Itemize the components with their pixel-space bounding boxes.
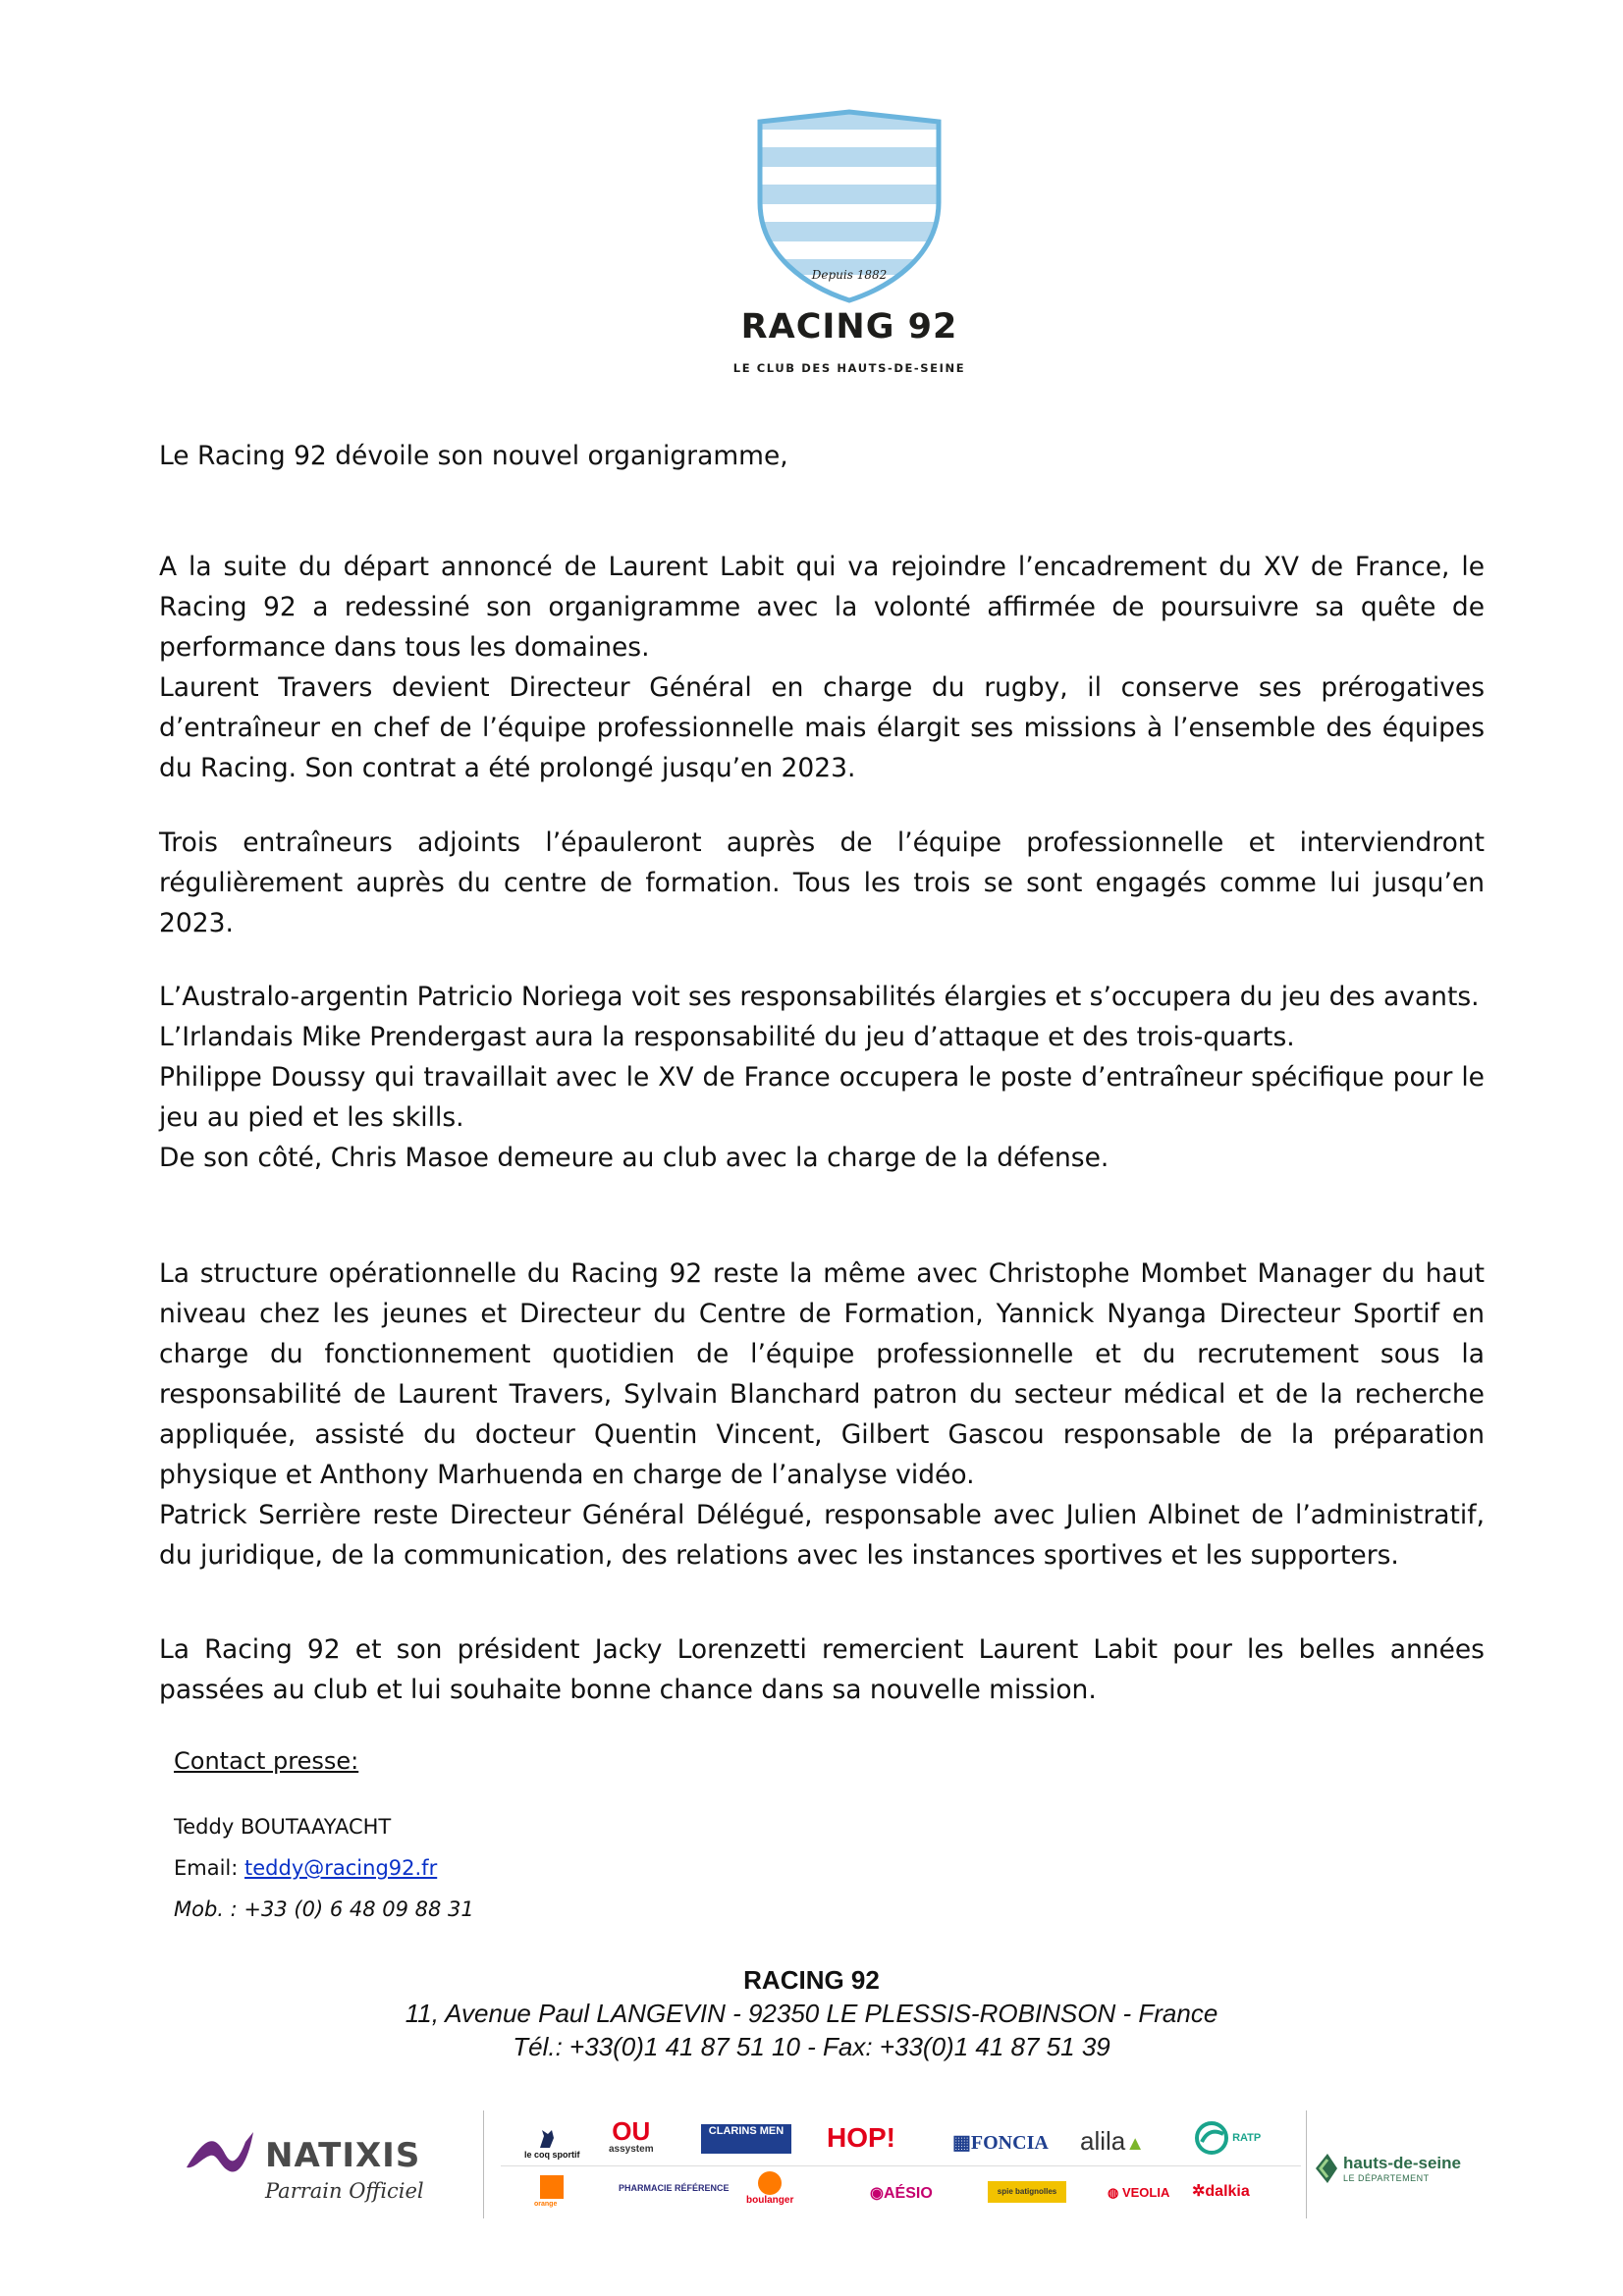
logo-tagline: LE CLUB DES HAUTS-DE-SEINE — [732, 361, 966, 375]
hauts-de-seine-name: hauts-de-seine — [1343, 2154, 1461, 2172]
paragraph-3-line-1: L’Australo-argentin Patricio Noriega voit ses responsabilités élargies et s’occupera du jeu des avants. — [159, 982, 1480, 1012]
contact-label: Contact presse: — [174, 1747, 359, 1775]
footer-address: 11, Avenue Paul LANGEVIN - 92350 LE PLESSIS-ROBINSON - France — [405, 1999, 1218, 2028]
paragraph-4-line-1: La structure opérationnelle du Racing 92 reste la même avec Christophe Mombet Manager du haut niveau chez les jeunes et Directeur du Centre de Formation, Yannick Nyanga Directeur Sportif en charge du fonctionnement quotidien de l’équipe professionnelle et du recrutement sous la responsabilité de Laurent Travers, Sylvain Blanchard patron du secteur médical et de la recherche appliquée, assisté du docteur Quentin Vincent, Gilbert Gascou responsable de la préparation physique et Anthony Marhuenda en charge de l’analyse vidéo. — [159, 1258, 1485, 1490]
sponsor-assystem: OU assystem — [609, 2116, 654, 2155]
sponsor-orange-icon — [540, 2175, 564, 2199]
paragraph-3 — [159, 977, 1485, 1178]
contact-email-link[interactable]: teddy@racing92.fr — [244, 1856, 438, 1880]
natixis-name: NATIXIS — [265, 2136, 421, 2175]
logo-since: Depuis 1882 — [811, 268, 888, 282]
footer-club-name: RACING 92 — [743, 1965, 880, 1995]
paragraph-3-line-4: De son côté, Chris Masoe demeure au club avec la charge de la défense. — [159, 1143, 1109, 1173]
sponsor-clarins: CLARINS MEN — [701, 2124, 791, 2154]
sponsor-divider-left — [483, 2110, 484, 2218]
paragraph-3-line-2: L’Irlandais Mike Prendergast aura la responsabilité du jeu d’attaque et des trois-quarts. — [159, 1022, 1295, 1052]
paragraph-1 — [159, 547, 1485, 788]
footer-address-block — [0, 1963, 1623, 2063]
club-logo — [707, 108, 992, 393]
contact-mobile: Mob. : +33 (0) 6 48 09 88 31 — [174, 1897, 474, 1921]
press-contact — [174, 1747, 474, 1930]
sponsor-aesio: ◉AÉSIO — [870, 2185, 933, 2202]
paragraph-4-line-2: Patrick Serrière reste Directeur Général Délégué, responsable avec Julien Albinet de l’administratif, du juridique, de la communication, des relations avec les instances sportives et les supporters. — [159, 1500, 1485, 1571]
logo-name: RACING 92 — [740, 307, 958, 347]
paragraph-4 — [159, 1254, 1485, 1575]
sponsor-hauts-de-seine — [1314, 2150, 1500, 2189]
sponsor-dalkia: ✲dalkia — [1192, 2183, 1250, 2200]
sponsor-divider-middle — [501, 2165, 1301, 2166]
natixis-logo-icon — [185, 2128, 263, 2183]
paragraph-1-line-1: A la suite du départ annoncé de Laurent Labit qui va rejoindre l’encadrement du XV de France, le Racing 92 a redessiné son organigramme avec la volonté affirmée de poursuivre sa quête de performance dans tous les domaines. — [159, 552, 1485, 663]
contact-name: Teddy BOUTAAYACHT — [174, 1815, 392, 1839]
footer-phone: Tél.: +33(0)1 41 87 51 10 - Fax: +33(0)1 41 87 51 39 — [513, 2032, 1110, 2061]
hauts-de-seine-subtitle: LE DÉPARTEMENT — [1343, 2173, 1430, 2183]
natixis-subtitle: Parrain Officiel — [265, 2179, 424, 2203]
sponsor-pharmacie: PHARMACIE RÉFÉRENCE — [619, 2183, 730, 2193]
paragraph-3-line-3: Philippe Doussy qui travaillait avec le XV de France occupera le poste d’entraîneur spécifique pour le jeu au pied et les skills. — [159, 1062, 1485, 1133]
sponsor-veolia: ◍ VEOLIA — [1108, 2185, 1170, 2200]
shield-icon — [754, 108, 945, 304]
paragraph-2-line-1: Trois entraîneurs adjoints l’épauleront auprès de l’équipe professionnelle et interviendront régulièrement auprès du centre de formation. Tous les trois se sont engagés comme lui jusqu’en 2023. — [159, 828, 1485, 938]
paragraph-2 — [159, 823, 1485, 943]
sponsor-lecoqsportif: le coq sportif — [524, 2128, 580, 2160]
sponsor-foncia: ▦FONCIA — [952, 2132, 1049, 2154]
sponsor-banner — [177, 2110, 1502, 2218]
sponsor-ratp: RATP — [1194, 2120, 1261, 2156]
contact-email-line — [174, 1847, 474, 1889]
intro-line: Le Racing 92 dévoile son nouvel organigramme, — [159, 441, 788, 471]
rooster-icon — [534, 2128, 560, 2150]
paragraph-5-line-1: La Racing 92 et son président Jacky Lorenzetti remercient Laurent Labit pour les belles années passées au club et lui souhaite bonne chance dans sa nouvelle mission. — [159, 1634, 1485, 1705]
sponsor-boulanger: boulanger — [746, 2171, 793, 2206]
contact-email-label: Email: — [174, 1856, 245, 1880]
paragraph-5 — [159, 1629, 1485, 1710]
sponsor-alila: alila▲ — [1080, 2126, 1146, 2156]
sponsor-spie: spie batignolles — [988, 2181, 1066, 2203]
paragraph-1-line-2: Laurent Travers devient Directeur Général en charge du rugby, il conserve ses prérogatives d’entraîneur en chef de l’équipe professionnelle mais élargit ses missions à l’ensemble des équipes du Racing. Son contrat a été prolongé jusqu’en 2023. — [159, 672, 1485, 783]
ratp-icon — [1194, 2120, 1229, 2156]
sponsor-hop: HOP! — [827, 2122, 895, 2153]
sponsor-orange: orange — [534, 2201, 558, 2208]
sponsor-divider-right — [1306, 2110, 1307, 2218]
hauts-de-seine-icon — [1314, 2152, 1339, 2185]
